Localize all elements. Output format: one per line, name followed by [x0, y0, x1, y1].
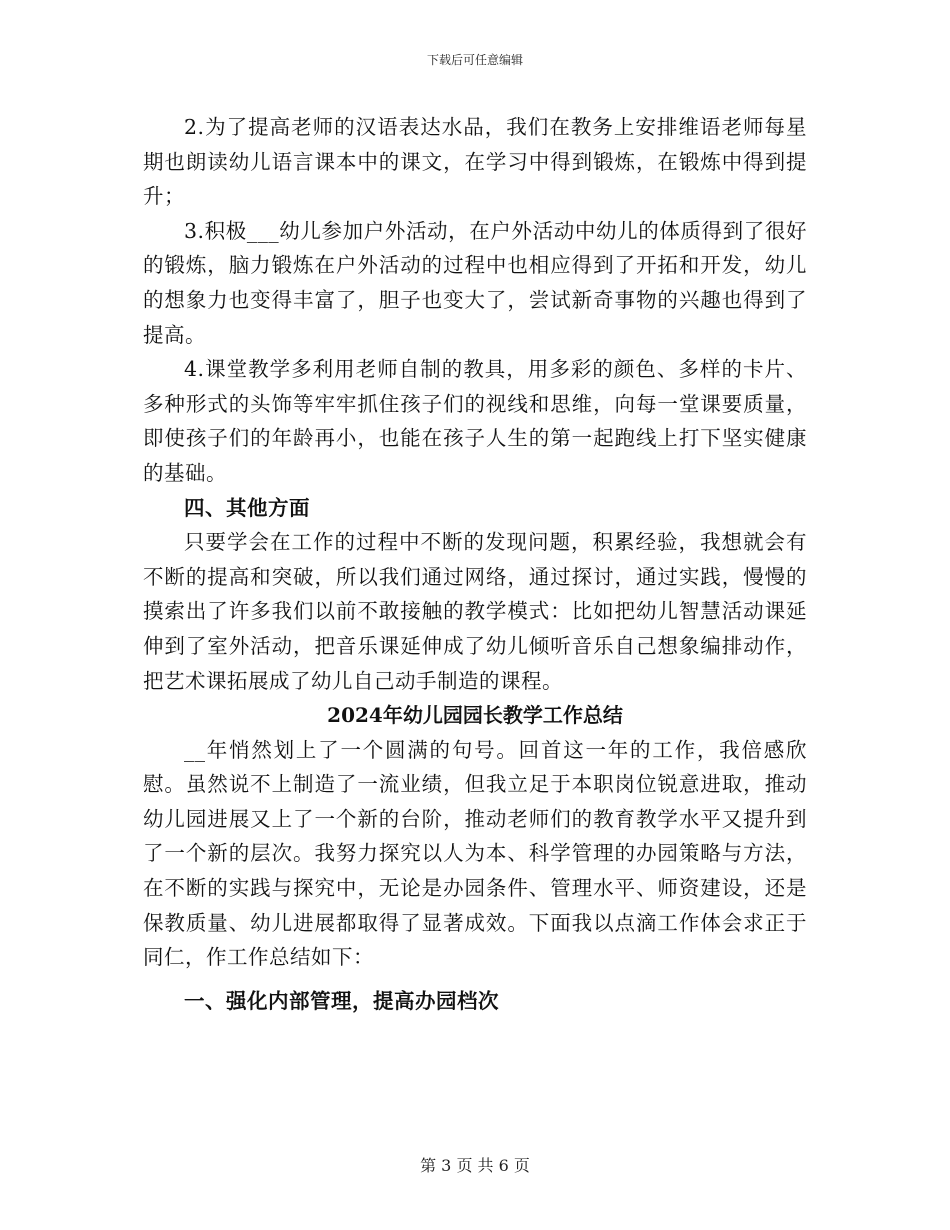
- section-heading-other: 四、其他方面: [184, 495, 310, 520]
- paragraph-other: 只要学会在工作的过程中不断的发现问题，积累经验，我想就会有不断的提高和突破，所以我们通过网络，通过探讨，通过实践，慢慢的摸索出了许多我们以前不敢接触的教学模式：比如把幼儿智慧活动课延伸到了室外活动，把音乐课延伸成了幼儿倾听音乐自己想象编排动作，把艺术课拓展成了幼儿自己动手制造的课程。: [143, 530, 807, 693]
- document-body: [143, 110, 807, 1021]
- paragraph-3: 3.积极___幼儿参加户外活动，在户外活动中幼儿的体质得到了很好的锻炼，脑力锻炼在户外活动的过程中也相应得到了开拓和开发，幼儿的想象力也变得丰富了，胆子也变大了，尝试新奇事物的兴趣也得到了提高。: [143, 218, 807, 347]
- document-title: 2024年幼儿园园长教学工作总结: [327, 703, 623, 728]
- page-footer: 第 3 页 共 6 页: [420, 1156, 530, 1175]
- paragraph-2: 2.为了提高老师的汉语表达水品，我们在教务上安排维语老师每星期也朗读幼儿语言课本中的课文，在学习中得到锻炼，在锻炼中得到提升；: [143, 115, 807, 209]
- page-header: 下载后可任意编辑: [426, 53, 523, 67]
- paragraph-4: 4.课堂教学多利用老师自制的教具，用多彩的颜色、多样的卡片、多种形式的头饰等牢牢抓住孩子们的视线和思维，向每一堂课要质量，即使孩子们的年龄再小，也能在孩子人生的第一起跑线上打下坚实健康的基础。: [143, 357, 807, 485]
- paragraph-intro: __年悄然划上了一个圆满的句号。回首这一年的工作，我倍感欣慰。虽然说不上制造了一流业绩，但我立足于本职岗位锐意进取，推动幼儿园进展又上了一个新的台阶，推动老师们的教育教学水平又提升到了一个新的层次。我努力探究以人为本、科学管理的办园策略与方法，在不断的实践与探究中，无论是办园条件、管理水平、师资建设，还是保教质量、幼儿进展都取得了显著成效。下面我以点滴工作体会求正于同仁，作工作总结如下：: [143, 737, 807, 970]
- section-heading-management: 一、强化内部管理，提高办园档次: [184, 988, 499, 1013]
